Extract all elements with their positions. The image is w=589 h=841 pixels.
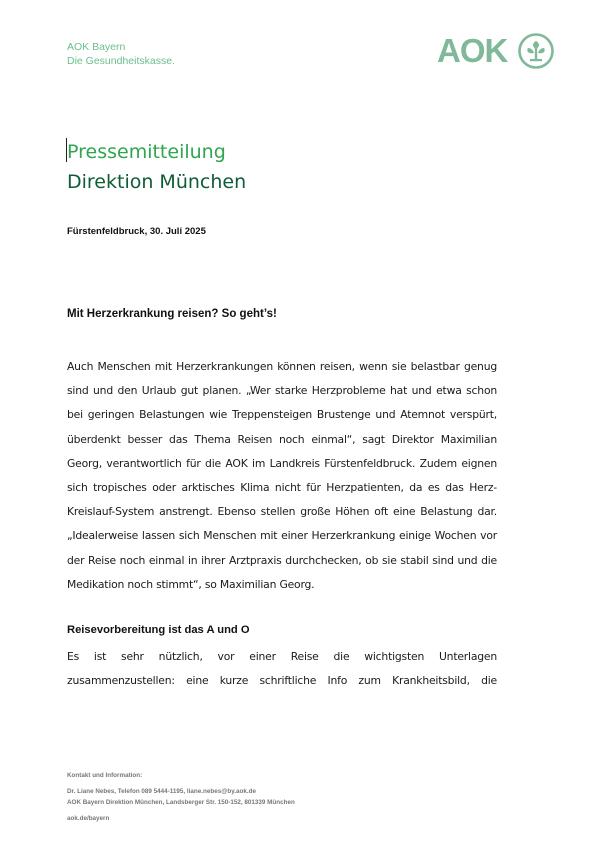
aok-tree-icon <box>517 33 555 69</box>
aok-logo <box>437 32 557 70</box>
body-line: der Reise noch einmal in ihrer Arztpraxis durchchecken, ob sie stabil sind und die <box>67 553 497 567</box>
footer-label: Kontakt und Information: <box>67 772 143 779</box>
body-line: Georg, verantwortlich für die AOK im Landkreis Fürstenfeldbruck. Zudem eignen <box>67 456 497 470</box>
body-line: überdenkt besser das Thema Reisen noch einmal“, sagt Direktor Maximilian <box>67 432 497 446</box>
body-line: Auch Menschen mit Herzerkrankungen können reisen, wenn sie belastbar genug <box>67 360 497 373</box>
body-line: Kreislauf-System anstrengt. Ebenso stellen große Höhen oft eine Belastung dar. <box>67 505 497 519</box>
body-line: zusammenzustellen: eine kurze schriftliche Info zum Krankheitsbild, die <box>67 674 497 687</box>
body-line: sich tropisches oder arktisches Klima nicht für Herzpatienten, da es das Herz- <box>67 481 497 495</box>
footer-contact <box>67 770 295 824</box>
body-line: „Idealerweise lassen sich Menschen mit einer Herzerkrankung einige Wochen vor <box>67 529 497 543</box>
document-subtitle: Direktion München <box>67 171 247 193</box>
body-line: Medikation noch stimmt“, so Maximilian Georg. <box>67 577 315 591</box>
section-heading: Reisevorbereitung ist das A und O <box>67 624 250 636</box>
body-paragraph <box>67 355 497 597</box>
document-title: Pressemitteilung <box>67 141 226 163</box>
footer-website: aok.de/bayern <box>67 814 110 822</box>
organization-name <box>67 40 175 68</box>
dateline: Fürstenfeldbruck, 30. Juli 2025 <box>67 226 206 237</box>
press-headline: Mit Herzerkrankung reisen? So geht’s! <box>67 308 277 320</box>
body-line: bei geringen Belastungen wie Treppensteigen Brustenge und Atemnot verspürt, <box>67 408 497 422</box>
organization-tagline: Die Gesundheitskasse. <box>67 55 175 67</box>
body-line: sind und den Urlaub gut planen. „Wer starke Herzprobleme hat und etwa schon <box>67 384 497 398</box>
body-paragraph-2 <box>67 645 497 693</box>
footer-contact-person: Dr. Liane Nebes, Telefon 089 5444-1195, liane.nebes@by.aok.de <box>67 787 256 795</box>
body-line: Es ist sehr nützlich, vor einer Reise die wichtigsten Unterlagen <box>67 650 497 663</box>
footer-address: AOK Bayern Direktion München, Landsberger Str. 150-152, 801339 München <box>67 799 295 806</box>
logo-wordmark: AOK <box>437 32 508 69</box>
organization-line-1: AOK Bayern <box>67 41 126 53</box>
